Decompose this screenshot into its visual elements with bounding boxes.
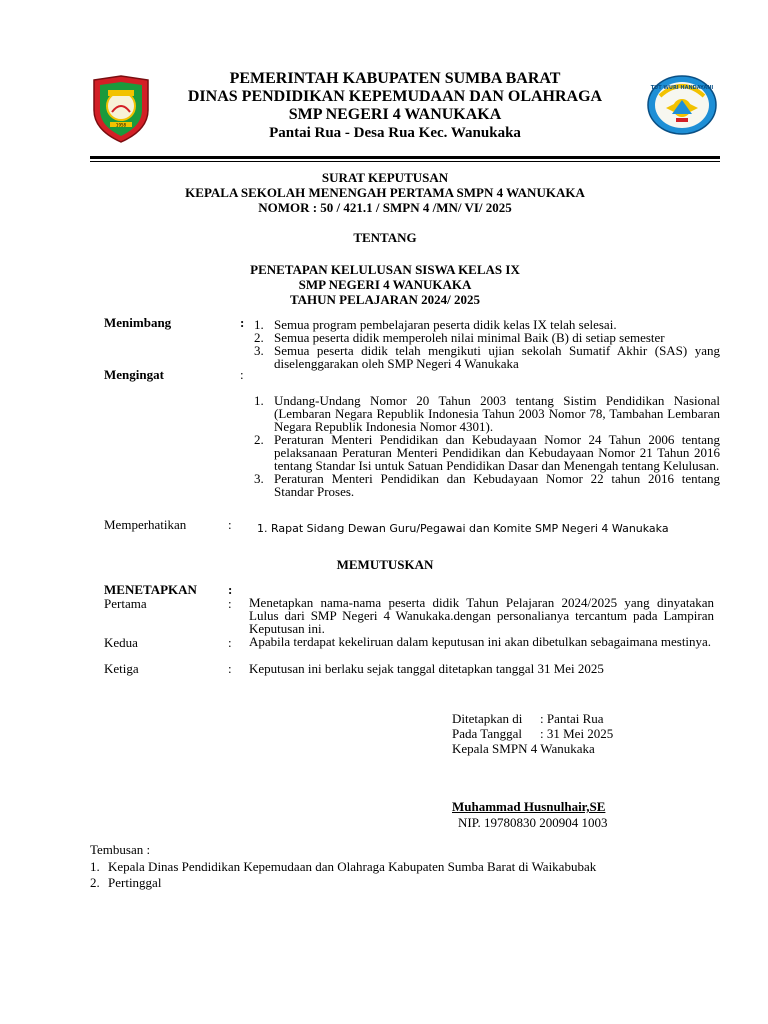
pertama-colon: : [228,596,232,611]
gov-name: PEMERINTAH KABUPATEN SUMBA BARAT [229,70,561,87]
agency-name: DINAS PENDIDIKAN KEPEMUDAAN DAN OLAHRAGA [187,88,603,105]
memperhatikan-label: Memperhatikan [104,517,187,532]
tembusan-list [90,859,690,891]
pertama-label: Pertama [104,596,147,611]
menimbang-list [254,318,720,370]
menetapkan-colon: : [228,582,233,597]
kedua-colon: : [228,635,232,650]
ketiga-colon: : [228,661,232,676]
list-item: 1. Kepala Dinas Pendidikan Kepemudaan dan Olahraga Kabupaten Sumba Barat di Waikabubak [90,859,597,874]
svg-text:1958: 1958 [115,122,127,128]
ketiga-label: Ketiga [104,661,139,676]
tanggal-label: Pada Tanggal [452,726,522,741]
header-divider [90,156,720,159]
menimbang-label: Menimbang [104,315,172,330]
decree-issuer: KEPALA SEKOLAH MENENGAH PERTAMA SMPN 4 WANUKAKA [185,185,585,200]
list-item: 2. Pertinggal [90,875,162,890]
sumba-barat-crest-icon [88,74,154,144]
decree-title [90,170,680,215]
tanggal-value: : 31 Mei 2025 [540,726,614,741]
memperhatikan-item: 1. Rapat Sidang Dewan Guru/Pegawai dan Komite SMP Negeri 4 Wanukaka [257,522,669,535]
decree-number: NOMOR : 50 / 421.1 / SMPN 4 /MN/ VI/ 2025 [258,200,512,215]
mengingat-list [254,394,720,498]
list-item: 3. Semua peserta didik telah mengikuti ujian sekolah Sumatif Akhir (SAS) yang diselenggarakan oleh SMP Negeri 4 Wanukaka [254,343,720,371]
subject-line-1: PENETAPAN KELULUSAN SISWA KELAS IX [250,262,520,277]
menimbang-colon: : [240,315,245,330]
school-name: SMP NEGERI 4 WANUKAKA [288,106,502,123]
memutuskan-heading: MEMUTUSKAN [336,557,434,572]
mengingat-colon: : [240,367,244,382]
kedua-label: Kedua [104,635,138,650]
ditetapkan-label: Ditetapkan di [452,711,523,726]
list-item: 1. Semua program pembelajaran peserta didik kelas IX telah selesai. [254,317,617,332]
list-item: 1. Undang-Undang Nomor 20 Tahun 2003 tentang Sistim Pendidikan Nasional (Lembaran Negara Republik Indonesia Tahun 2003 Nomor 78, Tambahan Lembaran Negara Republik Indonesia Nomor 4301). [254,393,720,434]
subject-line-3: TAHUN PELAJARAN 2024/ 2025 [289,292,481,307]
list-item: 2. Peraturan Menteri Pendidikan dan Kebudayaan Nomor 24 Tahun 2006 tentang pelaksanaan Peraturan Menteri Pendidikan dan Kebudayaan Nomor 21 Tahun 2016 tentang Standar Isi untuk Satuan Pendidikan Dasar dan Menengah tentang Kelulusan. [254,432,720,473]
mengingat-label: Mengingat [104,367,164,382]
subject-line-2: SMP NEGERI 4 WANUKAKA [298,277,472,292]
tentang-heading: TENTANG [353,230,417,245]
ketiga-text: Keputusan ini berlaku sejak tanggal ditetapkan tanggal 31 Mei 2025 [249,661,604,676]
header-divider-thin [90,161,720,162]
ditetapkan-value: : Pantai Rua [540,711,604,726]
school-address: Pantai Rua - Desa Rua Kec. Wanukaka [269,125,521,141]
letterhead [150,70,640,142]
svg-text:TUT WURI HANDAYANI: TUT WURI HANDAYANI [650,85,714,91]
menetapkan-label: MENETAPKAN [104,582,197,597]
decree-type: SURAT KEPUTUSAN [321,170,449,185]
signer-position: Kepala SMPN 4 Wanukaka [452,741,595,756]
signer-nip: NIP. 19780830 200904 1003 [458,815,608,830]
tembusan-label: Tembusan : [90,842,151,857]
list-item: 3. Peraturan Menteri Pendidikan dan Kebudayaan Nomor 22 tahun 2016 tentang Standar Proses. [254,471,720,499]
tut-wuri-handayani-icon [646,74,718,136]
signer-name: Muhammad Husnulhair,SE [452,799,606,814]
decree-subject [90,262,680,307]
memperhatikan-colon: : [228,517,232,532]
pertama-text: Menetapkan nama-nama peserta didik Tahun Pelajaran 2024/2025 yang dinyatakan Lulus dari SMP Negeri 4 Wanukaka.dengan personalianya tercantum pada Lampiran Keputusan ini. [249,595,714,636]
list-item: 2. Semua peserta didik memperoleh nilai minimal Baik (B) di setiap semester [254,330,665,345]
kedua-text: Apabila terdapat kekeliruan dalam keputusan ini akan dibetulkan sebagaimana mestinya. [249,634,712,649]
